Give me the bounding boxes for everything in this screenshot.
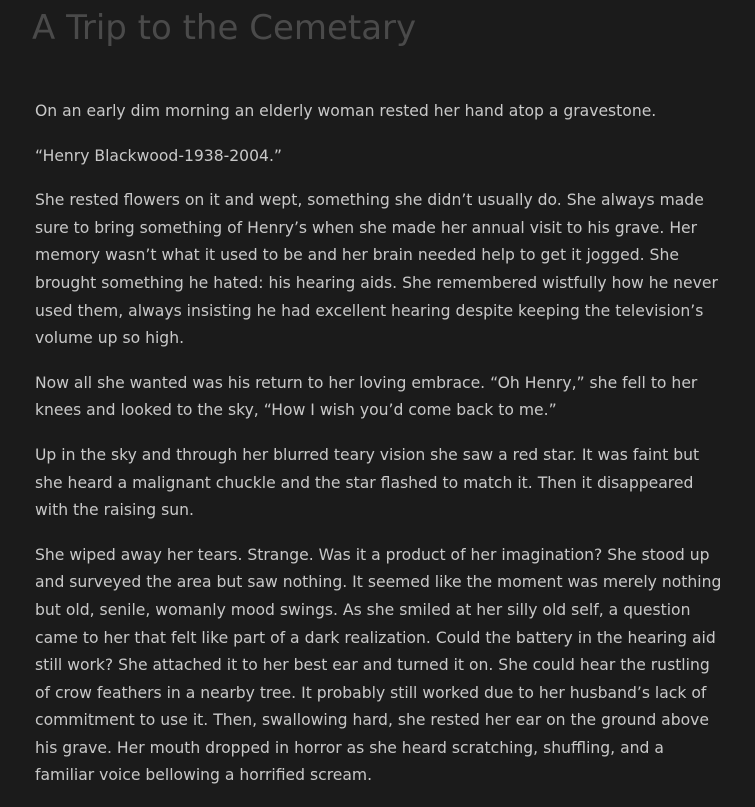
story-body	[35, 98, 725, 807]
story-paragraph: On an early dim morning an elderly woman rested her hand atop a gravestone.	[35, 102, 657, 120]
story-paragraph: Up in the sky and through her blurred teary vision she saw a red star. It was faint but she heard a malignant chuckle and the star flashed to match it. Then it disappeared with the raising sun.	[35, 445, 700, 520]
story-paragraph: Now all she wanted was his return to her loving embrace. “Oh Henry,” she fell to her knees and looked to the sky, “How I wish you’d come back to me.”	[35, 373, 698, 420]
story-paragraph: “Henry Blackwood-1938-2004.”	[35, 146, 282, 165]
page-title: A Trip to the Cemetary	[32, 8, 417, 48]
story-paragraph: She wiped away her tears. Strange. Was it a product of her imagination? She stood up and surveyed the area but saw nothing. It seemed like the moment was merely nothing but old, senile, womanly mood swings. As she smiled at her silly old self, a question came to her that felt like part of a dark realization. Could the battery in the hearing aid still work? She attached it to her best ear and turned it on. She could hear the rustling of crow feathers in a nearby tree. It probably still worked due to her husband’s lack of commitment to use it. Then, swallowing hard, she rested her ear on the ground above his grave. Her mouth dropped in horror as she heard scratching, shuffling, and a familiar voice bellowing a horrified scream.	[35, 545, 722, 785]
story-paragraph: She rested flowers on it and wept, something she didn’t usually do. She always made sure to bring something of Henry’s when she made her annual visit to his grave. Her memory wasn’t what it used to be and her brain needed help to get it jogged. She brought something he hated: his hearing aids. She remembered wistfully how he never used them, always insisting he had excellent hearing despite keeping the television’s volume up so high.	[35, 191, 718, 348]
